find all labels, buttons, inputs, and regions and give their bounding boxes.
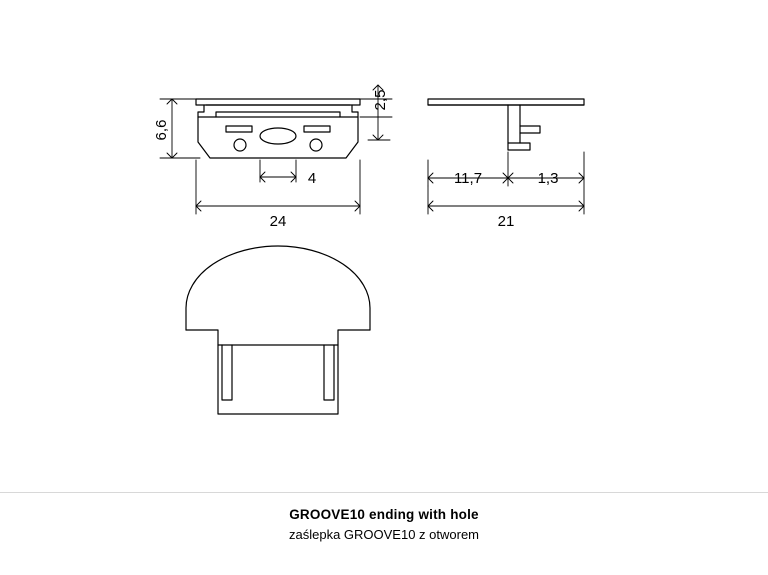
dimension-11-7: 11,7 (453, 170, 483, 187)
caption-title: GROOVE10 ending with hole (289, 507, 479, 522)
dimension-1-3: 1,3 (537, 170, 559, 187)
side-view (428, 99, 584, 150)
footer-divider (0, 492, 768, 493)
dimension-21: 21 (497, 213, 515, 230)
dimension-24: 24 (269, 213, 287, 230)
caption-subtitle: zaślepka GROOVE10 z otworem (288, 527, 480, 542)
dimension-labels (153, 90, 558, 230)
front-view (196, 99, 360, 158)
isometric-view (186, 246, 370, 414)
dimension-4: 4 (307, 170, 317, 187)
dimension-2-5: 2,5 (372, 89, 389, 111)
caption-block (0, 505, 768, 544)
dimension-6-6: 6,6 (153, 119, 170, 141)
